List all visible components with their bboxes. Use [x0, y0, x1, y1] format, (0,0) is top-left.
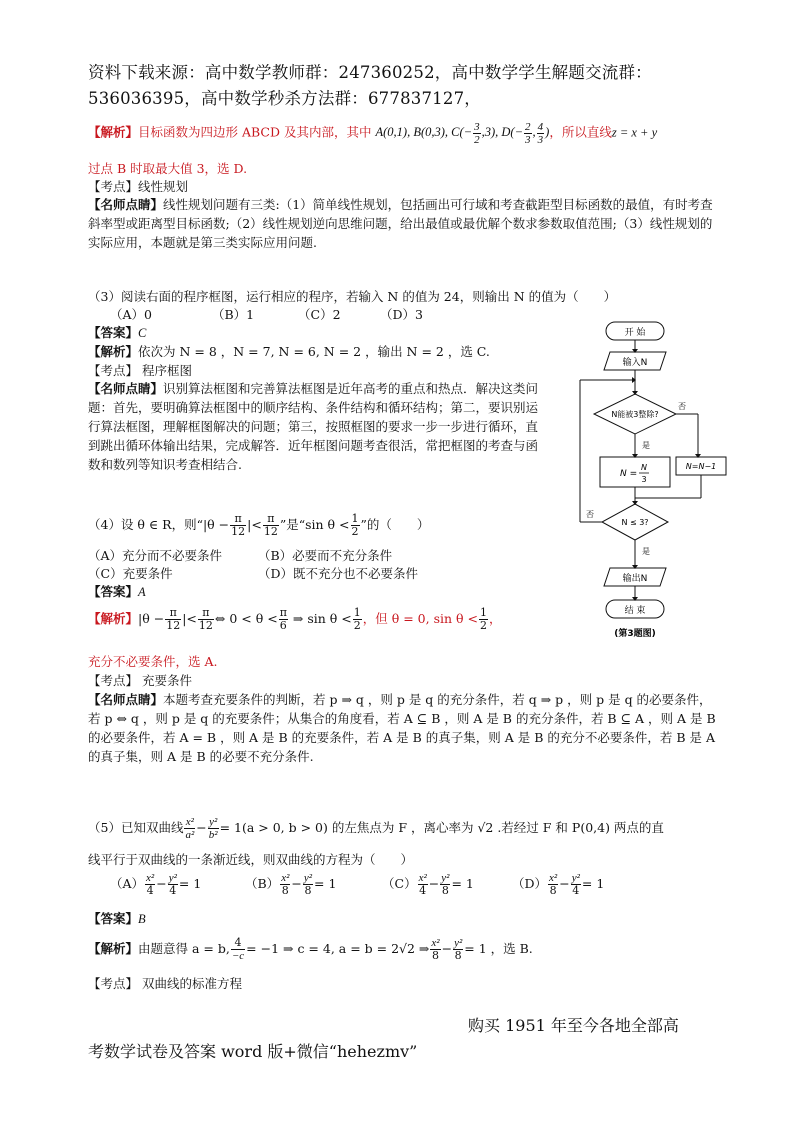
flowchart — [572, 318, 732, 646]
q3-answer: 【答案】C — [88, 325, 147, 340]
flow-output-label: 输出N — [622, 574, 648, 584]
flow-yes-1: 是 — [642, 441, 650, 450]
q4-option-d: （D）既不充分也不必要条件 — [258, 566, 419, 581]
flow-end-label: 结 束 — [624, 606, 646, 616]
q5-option-c: （C） $\frac{\text{x²}}{4}$ − $\frac{\text{y²}}{8}$ = 1 — [382, 872, 474, 897]
q5-question: （5）已知双曲线 $\frac{\text{x²}}{\text{a²}}$ − $\frac{\text{y²}}{\text{b²}}$ = 1(a > 0, b > 0) 的左焦点为 F ，离心率为 √2 .若经过 F 和 P(0,4) 两点的直 — [88, 816, 664, 841]
q3-analysis: 【解析】依次为 N = 8 ，N = 7, N = 6, N = 2 ，输出 N = 2 ，选 C. — [88, 344, 490, 359]
q5-option-b: （B） $\frac{\text{x²}}{8}$ − $\frac{\text{y²}}{8}$ = 1 — [245, 872, 337, 897]
q3-option-d: （D）3 — [380, 307, 423, 322]
q2-analysis-text1: 目标函数为四边形 ABCD 及其内部，其中 — [138, 124, 372, 140]
q3-option-b: （B）1 — [212, 307, 255, 322]
q2-kaodian: 【考点】线性规划 — [88, 179, 189, 194]
flow-divide-lhs: N = — [620, 469, 638, 479]
footer-line-1: 购买 1951 年至今各地全部高 — [468, 1016, 679, 1035]
q5-analysis: 【解析】由题意得 a = b, $\frac{4}{-c}$ = −1 ⇒ c = 4, a = b = 2√2 ⇒ $\frac{\text{x²}}{8}$ − $\frac{\text{y²}}{8}$ = 1 ，选 B. — [88, 936, 533, 962]
q5-question-cont: 线平行于双曲线的一条渐近线，则双曲线的方程为（ ） — [88, 852, 414, 867]
q4-option-c: （C）充要条件 — [88, 566, 173, 581]
q3-option-a: （A）0 — [110, 307, 152, 322]
flow-yes-2: 是 — [642, 547, 650, 556]
q5-option-a: （A） $\frac{\text{x²}}{4}$ − $\frac{\text{y²}}{4}$ = 1 — [110, 872, 202, 897]
flow-decrement-label: N=N−1 — [685, 462, 717, 471]
flow-no-1: 否 — [678, 402, 686, 411]
q4-option-a: （A）充分而不必要条件 — [88, 548, 223, 563]
flow-cond2-label: N ≤ 3? — [621, 518, 649, 527]
flow-no-2: 否 — [586, 510, 594, 519]
q3-question: （3）阅读右面的程序框图，运行相应的程序，若输入 N 的值为 24，则输出 N 的值为（ ） — [88, 289, 617, 304]
q4-answer: 【答案】A — [88, 584, 146, 599]
q4-option-b: （B）必要而不充分条件 — [258, 548, 393, 563]
q2-analysis-label: 【解析】 — [88, 124, 139, 140]
q5-kaodian: 【考点】 双曲线的标准方程 — [88, 976, 242, 991]
q3-option-c: （C）2 — [298, 307, 341, 322]
flow-start-label: 开 始 — [624, 328, 646, 338]
q4-analysis-cont: 充分不必要条件，选 A. — [88, 654, 218, 669]
q2-points: A(0,1), B(0,3), C(− $\frac{3}{2}$ ,3), D(− $\frac{2}{3}$ , $\frac{4}{3}$ ) — [375, 121, 550, 146]
q2-analysis-text2: ，所以直线 — [549, 124, 612, 140]
q2-analysis — [88, 121, 657, 146]
footer-line-2: 考数学试卷及答案 word 版+微信“hehezmv” — [88, 1042, 418, 1061]
flow-divide-den: 3 — [641, 475, 647, 484]
q2-line-eq: z = x + y — [611, 125, 658, 140]
q3-kaodian: 【考点】 程序框图 — [88, 363, 192, 378]
q5-answer: 【答案】B — [88, 911, 146, 926]
q5-option-d: （D） $\frac{\text{x²}}{8}$ − $\frac{\text{y²}}{4}$ = 1 — [512, 872, 605, 897]
q2-mingshi: 【名师点睛】线性规划问题有三类:（1）简单线性规划，包括画出可行域和考查截距型目标函数的最值，有时考查斜率型或距离型目标函数;（2）线性规划逆向思维问题，给出最值或最优解个数求参数取值范围;（3）线性规划的实际应用，本题就是第三类实际应用问题. — [88, 197, 713, 250]
header-line-1: 资料下载来源：高中数学教师群：247360252，高中数学学生解题交流群： — [88, 63, 652, 82]
flow-divide-num: N — [641, 463, 647, 472]
flow-cond1-label: N能被3整除? — [611, 410, 659, 419]
flow-input-label: 输入N — [622, 358, 648, 368]
q4-analysis: 【解析】|θ − $\frac{\pi}{12}$ |< $\frac{\pi}{12}$ ⇔ 0 < θ < $\frac{\pi}{6}$ ⇒ sin θ < $\frac{1}{2}$ ，但 θ = 0, sin θ < $\frac{1}{2}$ ， — [88, 606, 502, 632]
q3-mingshi: 【名师点睛】识别算法框图和完善算法框图是近年高考的重点和热点．解决这类问题：首先，要明确算法框图中的顺序结构、条件结构和循环结构；第二，要识别运行算法框图，理解框图解决的问题；第三，按照框图的要求一步一步进行循环，直到跳出循环体输出结果，完成解答．近年框图问题考查很活，常把框图的考查与函数和数列等知识考查相结合. — [88, 381, 539, 472]
flow-caption: (第3题图) — [614, 629, 656, 639]
q4-kaodian: 【考点】 充要条件 — [88, 673, 192, 688]
q4-question: （4）设 θ ∈ R，则“|θ − $\frac{\pi}{12}$ |< $\frac{\pi}{12}$ ”是“sin θ < $\frac{1}{2}$ ”的（ ） — [88, 512, 430, 538]
header-line-2: 536036395，高中数学秒杀方法群：677837127， — [88, 89, 481, 108]
q2-analysis-cont: 过点 B 时取最大值 3，选 D. — [88, 161, 248, 176]
q4-mingshi: 【名师点睛】本题考查充要条件的判断，若 p ⇒ q ，则 p 是 q 的充分条件，若 q ⇒ p ，则 p 是 q 的必要条件，若 p ⇔ q ，则 p 是 q 的充要条件；从集合的角度看，若 A ⊆ B ，则 A 是 B 的充分条件，若 B ⊆ A ，则 A 是 B 的必要条件，若 A = B ，则 A 是 B 的充要条件，若 A 是 B 的真子集，则 A 是 B 的充分不必要条件，若 B 是 A 的真子集，则 A 是 B 的必要不充分条件. — [88, 692, 716, 764]
